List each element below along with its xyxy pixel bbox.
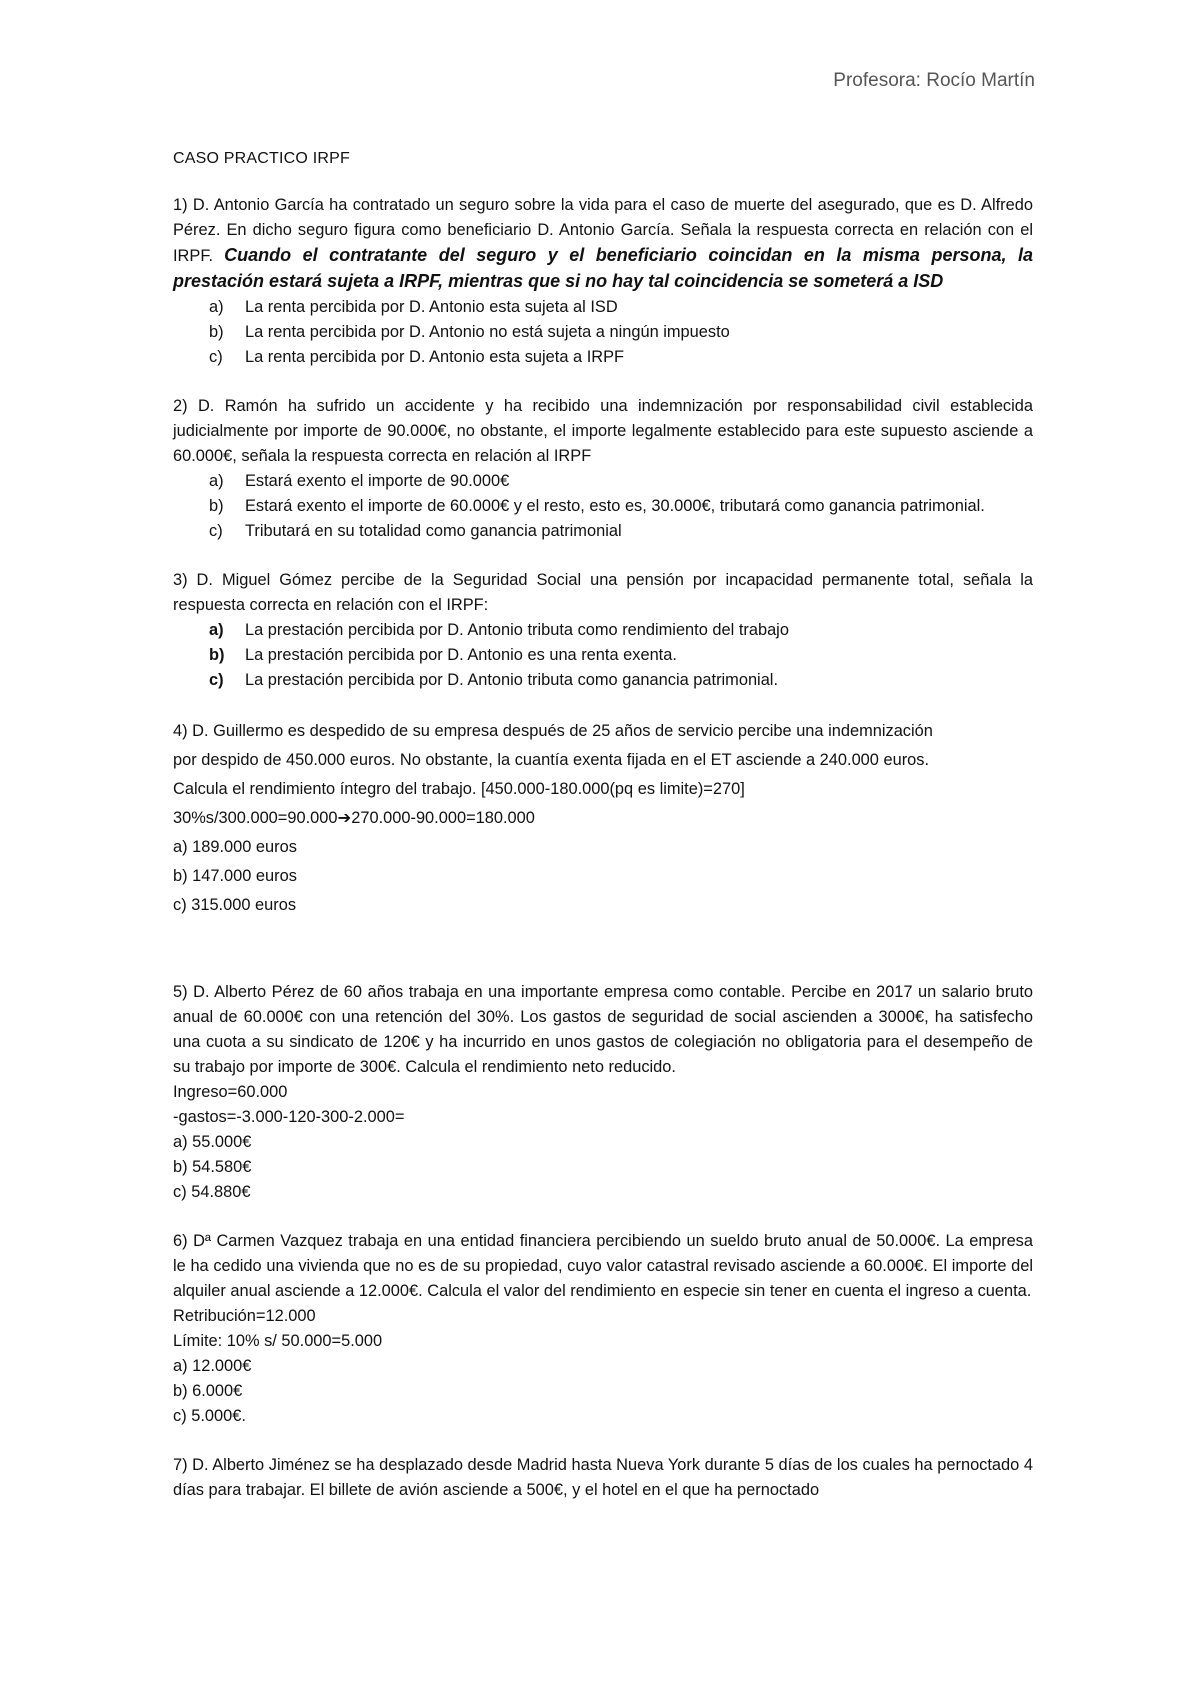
question-2-option-b: b) Estará exento el importe de 60.000€ y el resto, esto es, 30.000€, tributará como ganancia patrimonial. xyxy=(209,497,985,515)
question-2 xyxy=(173,394,1033,544)
question-1-option-a: a) La renta percibida por D. Antonio esta sujeta al ISD xyxy=(209,298,618,316)
question-5-option-c: c) 54.880€ xyxy=(173,1183,251,1201)
question-4 xyxy=(173,717,1033,920)
header-author: Profesora: Rocío Martín xyxy=(833,70,1035,91)
question-6-text: 6) Dª Carmen Vazquez trabaja en una entidad financiera percibiendo un sueldo bruto anual de 50.000€. La empresa le ha cedido una vivienda que no es de su propiedad, cuyo valor catastral revisado asciende a 60.000€. El importe del alquiler anual asciende a 12.000€. Calcula el valor del rendimiento en especie sin tener en cuenta el ingreso a cuenta. xyxy=(173,1232,1033,1300)
question-4-option-c: c) 315.000 euros xyxy=(173,896,297,914)
question-4-line: por despido de 450.000 euros. No obstante, la cuantía exenta fijada en el ET asciende a 240.000 euros. xyxy=(173,751,930,769)
question-4-option-b: b) 147.000 euros xyxy=(173,867,297,885)
question-4-line: Calcula el rendimiento íntegro del trabajo. [450.000-180.000(pq es limite)=270] xyxy=(173,780,745,798)
question-5-option-b: b) 54.580€ xyxy=(173,1158,252,1176)
question-5-line: Ingreso=60.000 xyxy=(173,1083,288,1101)
document-body xyxy=(173,146,1033,1527)
question-5 xyxy=(173,980,1033,1205)
question-2-options xyxy=(173,469,1033,544)
question-1-option-c: c) La renta percibida por D. Antonio esta sujeta a IRPF xyxy=(209,348,625,366)
question-2-option-a: a) Estará exento el importe de 90.000€ xyxy=(209,472,510,490)
question-7-text: 7) D. Alberto Jiménez se ha desplazado desde Madrid hasta Nueva York durante 5 días de los cuales ha pernoctado 4 días para trabajar. El billete de avión asciende a 500€, y el hotel en el que ha pernoctado xyxy=(173,1456,1033,1499)
question-1-text xyxy=(173,193,1033,295)
question-1-option-b: b) La renta percibida por D. Antonio no está sujeta a ningún impuesto xyxy=(209,323,730,341)
question-5-text: 5) D. Alberto Pérez de 60 años trabaja en una importante empresa como contable. Percibe en 2017 un salario bruto anual de 60.000€ con una retención del 30%. Los gastos de seguridad de social ascienden a 3000€, ha satisfecho una cuota a su sindicato de 120€ y ha incurrido en unos gastos de colegiación no obligatoria para el desempeño de su trabajo por importe de 300€. Calcula el rendimiento neto reducido. xyxy=(173,983,1033,1076)
question-3-text: 3) D. Miguel Gómez percibe de la Seguridad Social una pensión por incapacidad permanente total, señala la respuesta correcta en relación con el IRPF: xyxy=(173,571,1033,614)
question-5-option-a: a) 55.000€ xyxy=(173,1133,252,1151)
question-3-option-c: c) La prestación percibida por D. Antonio tributa como ganancia patrimonial. xyxy=(209,671,779,689)
question-6-option-b: b) 6.000€ xyxy=(173,1382,243,1400)
question-3-option-a: a) La prestación percibida por D. Antonio tributa como rendimiento del trabajo xyxy=(209,621,789,639)
question-6-option-c: c) 5.000€. xyxy=(173,1407,246,1425)
question-2-text: 2) D. Ramón ha sufrido un accidente y ha recibido una indemnización por responsabilidad civil establecida judicialmente por importe de 90.000€, no obstante, el importe legalmente establecido para este supuesto asciende a 60.000€, señala la respuesta correcta en relación al IRPF xyxy=(173,397,1033,465)
question-6-line: Retribución=12.000 xyxy=(173,1307,316,1325)
question-6 xyxy=(173,1229,1033,1429)
question-5-line: -gastos=-3.000-120-300-2.000= xyxy=(173,1108,405,1126)
question-4-calc: 30%s/300.000=90.000➔270.000-90.000=180.000 xyxy=(173,809,535,827)
question-1-options xyxy=(173,295,1033,370)
question-2-option-c: c) Tributará en su totalidad como ganancia patrimonial xyxy=(209,522,622,540)
document-title: CASO PRACTICO IRPF xyxy=(173,150,350,167)
question-6-option-a: a) 12.000€ xyxy=(173,1357,252,1375)
question-3-options xyxy=(173,618,1033,693)
question-6-line: Límite: 10% s/ 50.000=5.000 xyxy=(173,1332,383,1350)
question-4-option-a: a) 189.000 euros xyxy=(173,838,297,856)
question-1 xyxy=(173,193,1033,370)
question-3 xyxy=(173,568,1033,693)
question-1-statement: 1) D. Antonio García ha contratado un seguro sobre la vida para el caso de muerte del asegurado, que es D. Alfredo Pérez. En dicho seguro figura como beneficiario D. Antonio García. Señala la respuesta correcta en relación con el IRPF. xyxy=(173,196,1033,265)
question-4-line: 4) D. Guillermo es despedido de su empresa después de 25 años de servicio percibe una indemnización xyxy=(173,722,933,740)
question-7 xyxy=(173,1453,1033,1503)
question-1-note: Cuando el contratante del seguro y el beneficiario coincidan en la misma persona, la prestación estará sujeta a IRPF, mientras que si no hay tal coincidencia se someterá a ISD xyxy=(173,245,1034,291)
question-3-option-b: b) La prestación percibida por D. Antonio es una renta exenta. xyxy=(209,646,677,664)
